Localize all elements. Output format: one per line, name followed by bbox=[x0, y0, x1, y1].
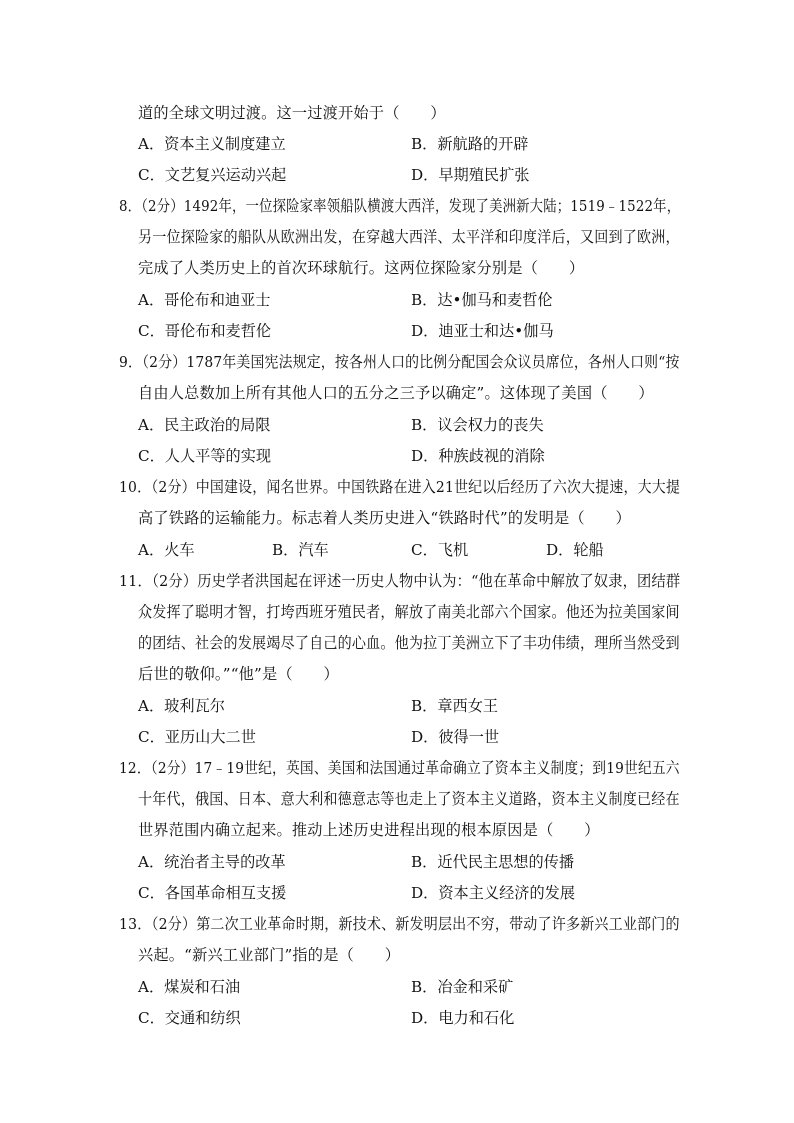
q8-option-a[interactable]: A．哥伦布和迪亚士 bbox=[138, 291, 271, 309]
q7-stem-line-1: 道的全球文明过渡。这一过渡开始于（ ） bbox=[138, 104, 446, 122]
q13-option-c[interactable]: C．交通和纺织 bbox=[138, 1009, 241, 1027]
q10-option-d[interactable]: D．轮船 bbox=[546, 541, 604, 559]
q9-option-d[interactable]: D．种族歧视的消除 bbox=[411, 447, 545, 465]
q9-option-c[interactable]: C．人人平等的实现 bbox=[138, 447, 272, 465]
q10-option-c[interactable]: C．飞机 bbox=[411, 541, 469, 559]
q8-option-d[interactable]: D．迪亚士和达•伽马 bbox=[411, 322, 554, 340]
q7-option-c[interactable]: C．文艺复兴运动兴起 bbox=[138, 166, 287, 184]
q12-stem-line-2: 十年代，俄国、日本、意大利和德意志等也走上了资本主义道路，资本主义制度已经在 bbox=[138, 790, 680, 808]
q11-stem-line-3: 的团结、社会的发展竭尽了自己的心血。他为拉丁美洲立下了丰功伟绩，理所当然受到 bbox=[138, 634, 680, 652]
q11-option-b[interactable]: B．章西女王 bbox=[411, 697, 499, 715]
q9-stem-line-1: 9．（2分）1787年美国宪法规定，按各州人口的比例分配国会众议员席位，各州人口则“按 bbox=[119, 353, 680, 371]
q11-stem-line-2: 众发挥了聪明才智，打垮西班牙殖民者，解放了南美北部六个国家。他还为拉美国家间 bbox=[138, 603, 680, 621]
q10-stem-line-1: 10．（2分）中国建设，闻名世界。中国铁路在进入21世纪以后经历了六次大提速，大大提 bbox=[119, 478, 681, 496]
q12-stem-line-3: 世界范围内确立起来。推动上述历史进程出现的根本原因是（ ） bbox=[138, 821, 600, 839]
q11-option-d[interactable]: D．彼得一世 bbox=[411, 728, 500, 746]
q13-stem-line-1: 13．（2分）第二次工业革命时期，新技术、新发明层出不穷，带动了许多新兴工业部门的 bbox=[119, 915, 680, 933]
q7-option-d[interactable]: D．早期殖民扩张 bbox=[411, 166, 530, 184]
q11-option-c[interactable]: C．亚历山大二世 bbox=[138, 728, 256, 746]
q9-option-b[interactable]: B．议会权力的丧失 bbox=[411, 416, 544, 434]
q8-stem-line-1: 8．（2分）1492年，一位探险家率领船队横渡大西洋，发现了美洲新大陆；1519﹣1522年， bbox=[119, 197, 681, 215]
q12-stem-line-1: 12．（2分）17﹣19世纪，英国、美国和法国通过革命确立了资本主义制度；到19世纪五六 bbox=[119, 759, 680, 777]
q10-option-b[interactable]: B．汽车 bbox=[272, 541, 329, 559]
q11-option-a[interactable]: A．玻利瓦尔 bbox=[138, 697, 225, 715]
q9-option-a[interactable]: A．民主政治的局限 bbox=[138, 416, 271, 434]
q13-option-d[interactable]: D．电力和石化 bbox=[411, 1009, 515, 1027]
q12-option-d[interactable]: D．资本主义经济的发展 bbox=[411, 884, 576, 902]
q11-stem-line-4: 后世的敬仰。”“他”是（ ） bbox=[138, 665, 339, 683]
q12-option-a[interactable]: A．统治者主导的改革 bbox=[138, 853, 286, 871]
q10-stem-line-2: 高了铁路的运输能力。标志着人类历史进入“铁路时代”的发明是（ ） bbox=[138, 509, 631, 527]
q12-option-c[interactable]: C．各国革命相互支援 bbox=[138, 884, 287, 902]
q8-stem-line-3: 完成了人类历史上的首次环球航行。这两位探险家分别是（ ） bbox=[138, 259, 585, 277]
q10-option-a[interactable]: A．火车 bbox=[138, 541, 195, 559]
q9-stem-line-2: 自由人总数加上所有其他人口的五分之三予以确定”。这体现了美国（ ） bbox=[138, 384, 654, 402]
q7-option-b[interactable]: B．新航路的开辟 bbox=[411, 135, 529, 153]
q8-stem-line-2: 另一位探险家的船队从欧洲出发，在穿越大西洋、太平洋和印度洋后，又回到了欧洲， bbox=[138, 228, 680, 246]
q8-option-c[interactable]: C．哥伦布和麦哲伦 bbox=[138, 322, 272, 340]
q8-option-b[interactable]: B．达•伽马和麦哲伦 bbox=[411, 291, 553, 309]
q13-option-b[interactable]: B．冶金和采矿 bbox=[411, 978, 514, 996]
q13-option-a[interactable]: A．煤炭和石油 bbox=[138, 978, 241, 996]
q13-stem-line-2: 兴起。“新兴工业部门”指的是（ ） bbox=[138, 946, 401, 964]
q12-option-b[interactable]: B．近代民主思想的传播 bbox=[411, 853, 575, 871]
q7-option-a[interactable]: A．资本主义制度建立 bbox=[138, 135, 286, 153]
q11-stem-line-1: 11．（2分）历史学者洪国起在评述一历史人物中认为：“他在革命中解放了奴隶，团结群 bbox=[119, 572, 681, 590]
